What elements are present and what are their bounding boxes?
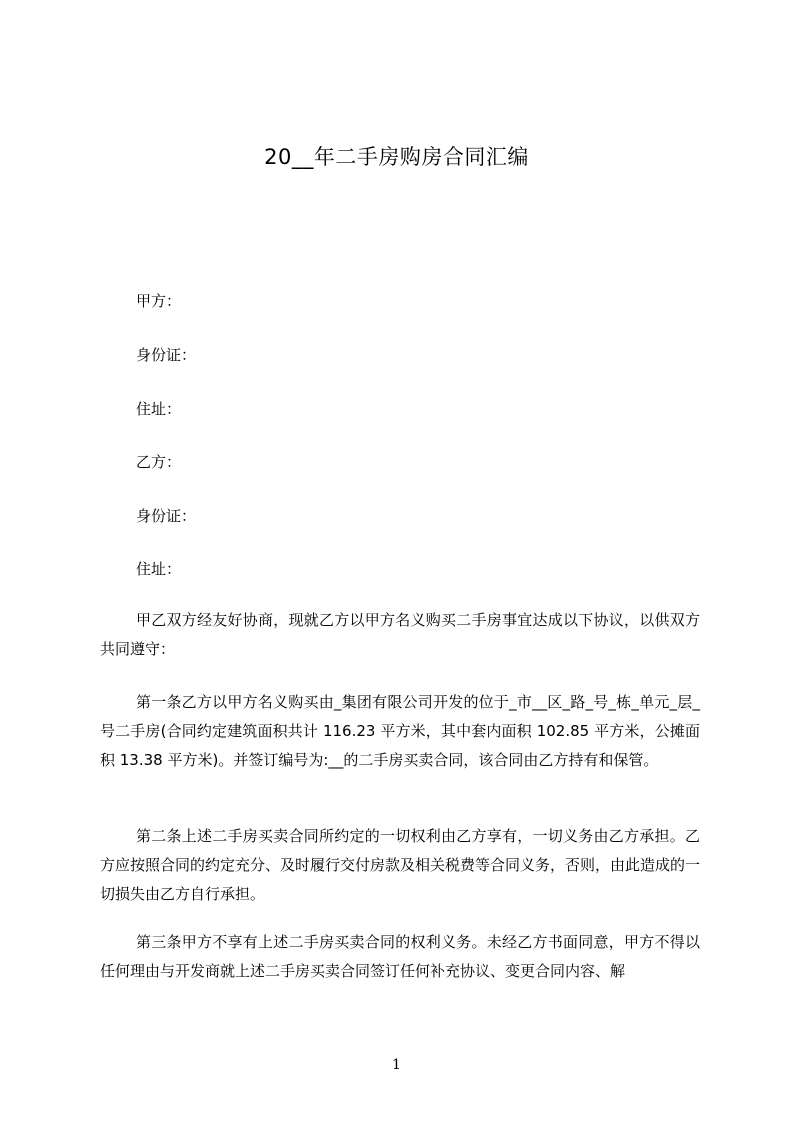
intro-paragraph: 甲乙双方经友好协商，现就乙方以甲方名义购买二手房事宜达成以下协议，以供双方共同遵守： [100, 611, 700, 658]
party-a-address-label: 住址： [136, 400, 182, 418]
page-number: 1 [392, 1057, 401, 1073]
article-1-paragraph: 第一条乙方以甲方名义购买由_集团有限公司开发的位于_市__区_路_号_栋_单元_层_号二手房(合同约定建筑面积共计 116.23 平方米，其中套内面积 102.85 平方米，公摊面积 13.38 平方米)。并签订编号为:__的二手房买卖合同，该合同由乙方持有和保管。 [100, 693, 700, 769]
article-3-paragraph: 第三条甲方不享有上述二手房买卖合同的权利义务。未经乙方书面同意，甲方不得以任何理由与开发商就上述二手房买卖合同签订任何补充协议、变更合同内容、解 [100, 933, 700, 980]
party-b-id-label: 身份证： [136, 507, 197, 525]
document-title: 20__年二手房购房合同汇编 [264, 145, 529, 169]
party-b-label: 乙方： [136, 453, 182, 471]
article-2-paragraph: 第二条上述二手房买卖合同所约定的一切权利由乙方享有，一切义务由乙方承担。乙方应按照合同的约定充分、及时履行交付房款及相关税费等合同义务，否则，由此造成的一切损失由乙方自行承担。 [100, 827, 701, 903]
party-a-label: 甲方： [136, 292, 182, 310]
party-b-address-label: 住址： [136, 560, 182, 578]
party-a-id-label: 身份证： [136, 346, 197, 364]
